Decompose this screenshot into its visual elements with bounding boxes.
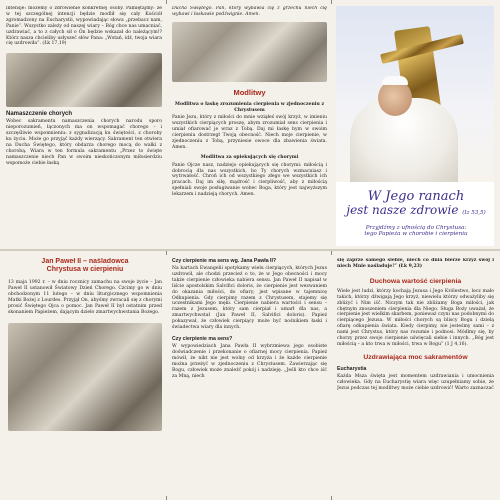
pope-head [378,80,412,116]
cover-photo [336,6,494,182]
panel-john-paul [8,258,162,494]
panel-prayers [172,6,327,246]
question-1: Czy cierpienie ma sens wg. Jana Pawła II? [172,258,277,264]
eucharist-subheading: Eucharystia [337,365,367,372]
cut-mark [331,0,332,4]
question-2: Czy cierpienie ma sens? [172,335,233,342]
panel-spiritual-value [337,258,494,494]
spiritual-text: Wiele jest ludzi, którzy kochają Jezusa i Jego Królestwo, lecz mało takich, którzy dźwigają Jego krzyż, niewielu którzy odważyliby się zbliżyć i Nim iść. Niczym tak nie zbliżamy Boga miłości, jak chętnym znoszeniem cierpienia dla Niego. Sługa Boży uważał, że cierpienie jest wielkim skarbem, ponieważ czyni nas podobnymi do cierpiącego Jezusa. W miłości chorych są bliscy Bogu i dzielą ofiarę odkupienia świata. Kiedy cierpimy, nie jesteśmy sami – z nami jest Chrystus, który nas rozumie i podnosi. Módlmy się, by chorzy przez swoje cierpienie uświęcali siebie i innych. „Bóg jest miłością – a kto trwa w miłości, trwa w Bogu” (1 J 4,16). [337,288,494,347]
panel-suffering-sense [172,258,327,494]
cut-mark [166,496,167,500]
section-heading: Namaszczenie chorych [6,111,73,118]
prayer1-text: Panie Jezu, który z miłości do mnie wziąłeś swój krzyż, w imieniu wszystkich cierpiących proszę, abym zrozumiał sens cierpienia i umiał ofiarować je wraz z Tobą. Daj mi łaskę bym w swoim cierpieniu dostrzegł Twoją obecność. Niech moje cierpienie, w zjednoczeniu z Tobą, przyniesie owoce dla zbawienia świata. Amen. [172,115,327,150]
jp-heading-line2: Chrystusa w cierpieniu [46,266,124,273]
cover-subtitle-line2: tego Papieża w chorobie i cierpieniu [364,231,468,237]
blessing-quote: Ducha Świętego. Pan, który wybawia cię z grzechu niech cię wybawi i łaskawie podźwignie. Amen. [172,6,327,17]
eucharist-text: Każda Msza święta jest momentem uzdrawiania i umocnienia człowieka. Gdy na Eucharystię wiara więc uzupełniamy sobie, że Jezus podczas tej modlitwy może ciebie uzdrowić! Warto zaznaczać [337,373,494,391]
cut-mark [166,0,167,4]
answer-2: W wypowiedziach Jana Pawła II wybrzmiewa jego osobiste doświadczenie i przekonanie o ofiarnej mocy cierpienia. Papież mówił, że nikt nie jest wolny od krzyża i że każde cierpienie można przeżyć w zjednoczeniu z Chrystusem. Zawierzając się Bogu, człowiek może znaleźć pokój i nadzieję. „Jeśli kto chce iść za Mną, niech [172,343,327,379]
fold-line [0,249,500,251]
cloth-photo [8,323,162,431]
prayers-heading: Modlitwy [233,87,266,97]
cover-subtitle-line1: Przyjdźmy z ufnością do Chrystusa: [365,225,467,231]
jp-text: 13 maja 1992 r. – w dniu rocznicy zamachu na swoje życie – Jan Paweł II ustanowił Światowy Dzień Chorego. Czcimy go w dniu obchodzonym 11 lutego – w dniu liturgicznego wspomnienia Matki Bożej z Lourdes. Przyjął On, abyśmy zwracali się z chorymi prosić Świętego Ojca o pomoc. Jan Paweł II był ostatnim przed skonaniem Papieżem, dającym dzieło zmartwychwstania Bożego. [8,280,162,315]
jp-heading-line1: Jan Paweł II – naśladowca [41,258,129,265]
rosary-photo [6,53,162,107]
cut-mark [331,251,332,255]
prayer1-title: Modlitwa o łaskę zrozumienia cierpienia w zjednoczeniu z Chrystusem [174,101,325,113]
cover-title-line2-text: jest nasze zdrowie [346,203,459,217]
cover-title-line2 [342,204,490,220]
verse-continuation: się zaprze samego siebie, niech co dnia bierze krzyż swój i niech Mnie naśladuje!” (Łk 9,23) [337,258,494,269]
cover-title-line1: W Jego ranach [367,189,465,204]
panel-sacrament [6,6,162,246]
prayer2-text: Panie Ojcze nasz, nadziejo opiekujących się chorymi: miłością i dobrocią dla nas wszystkich, bo Ty chorych wzmacniasz i wytrwałość. Chroń ich od wszystkiego złego we wszystkich ich pracach. Daj im siłę, mądrość i cierpliwość, aby z miłością spełniali swoje posługiwanie wobec Boga, który jest najwyższym lekarzem i nadzieją chorych. Amen. [172,162,327,198]
prayer2-title: Modlitwa za opiekujących się chorymi [200,154,299,160]
hands-photo [172,22,327,82]
anointing-text: Wobec sakramentu namaszczenia chorych narodu sporo nieporozumień, łączonych ma on wspomagać chorego – i szczęśliwie wspomnieniu: z sygnalizacją ku świętości, z choroby ku życiu. Może go przyjąć każdy wierzący. Sakrament ten otwiera na Ducha Świętego, który obdarza chorego mocą do walki z chorobą. Wiara w ten formula sakramentu „Przez to święte namaszczenie niech Pan w swoim nieskończonym miłosierdziu wspomoże ciebie łaską [6,119,162,166]
intro-text: intensje: możemy o zdrowienie konkretnej osoby. Pamiętajmy: że w tej szczególnej intencji będzie modlił się cały Kościół zgromadzony na Eucharystii, wypowiadając słowa „przebacz nam, Panie”. Wszystko zależy od naszej wiary – Bóg chce nas umacniać, uzdrawiać, a to z całych sił o Ön będzie wskazał do należącym!? Którz nasza chcieliby usłyszeć słów Pana: „Wstań, idź, twoja wiara cię uzdrowiła”. (Łk 17,19) [6,6,162,47]
cover-reference: (Iz 53,5) [462,210,486,216]
cover-panel [336,6,494,246]
zucchetto [382,76,408,85]
spiritual-heading: Duchowa wartość cierpienia [369,277,462,285]
cut-mark [166,251,167,255]
cover-title [342,190,490,237]
answer-1: Na kartach Ewangelii spotykamy wielu cierpiących, których Jezus uzdrowił, ale chodzi przecież o to, że w Jego obecności i mocy także cierpienie człowieka nabiera sensu. Jan Paweł II napisał w liście apostolskim Salvifici doloris, że cierpienie jest wezwaniem do okazania miłości, do ofiary; jest wpisane w tajemnicę Odkupienia. Gdy cierpimy razem z Chrystusem, stajemy się uczestnikami Jego męki. Cierpienie nabiera wartości i sensu – razem z Jezusem, który sam cierpiał i umarł dla nas, a zmartwychwstał (Jan Paweł II, Salvifici doloris). Papież pokazywał, że człowiek cierpiący może być nośnikiem łaski i świadectwa wiary dla innych. [172,266,327,331]
cut-mark [331,496,332,500]
sacraments-heading: Uzdrawiająca moc sakramentów [363,353,468,361]
